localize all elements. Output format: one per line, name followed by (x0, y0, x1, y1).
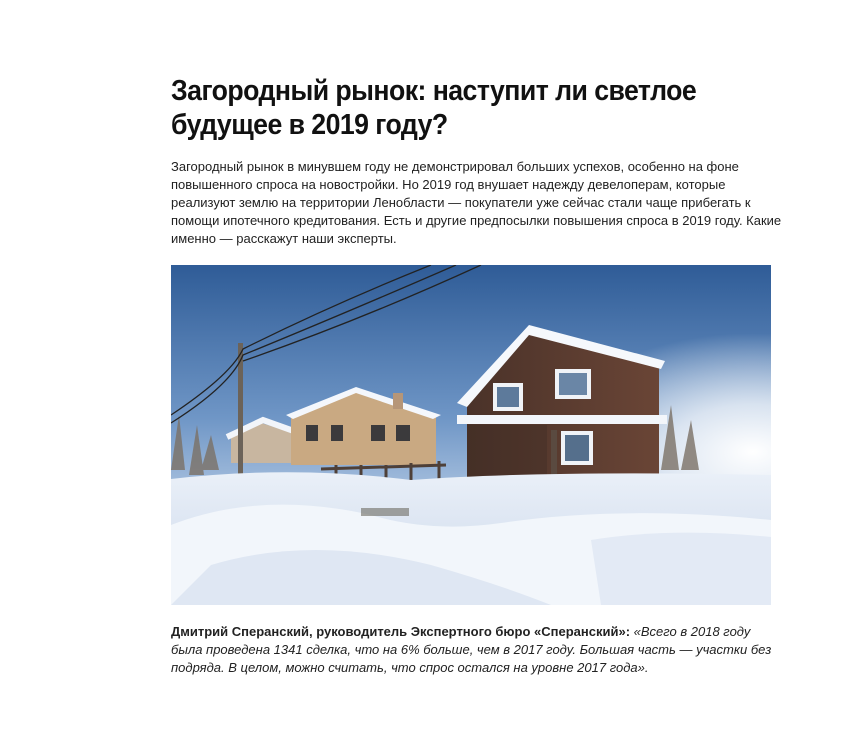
expert-quote (171, 623, 783, 677)
article (171, 74, 783, 677)
winter-house-image (171, 265, 771, 605)
article-lead: Загородный рынок в минувшем году не демонстрировал больших успехов, особенно на фоне повышенного спроса на новостройки. Но 2019 год внушает надежду девелоперам, которые реализуют землю на территории Ленобласти — покупатели уже сейчас стали чаще прибегать к помощи ипотечного кредитования. Есть и другие предпосылки повышения спроса в 2019 году. Какие именно — расскажут наши эксперты. (171, 159, 782, 246)
quote-author: Дмитрий Сперанский, руководитель Экспертного бюро «Сперанский»: (171, 624, 631, 639)
article-photo (171, 265, 771, 605)
quote-text: «Всего в 2018 году была проведена 1341 сделка, что на 6% больше, чем в 2017 году. Большая часть — участки без подряда. В целом, можно считать, что спрос остался на уровне 2017 года». (171, 624, 772, 675)
article-title: Загородный рынок: наступит ли светлое будущее в 2019 году? (171, 75, 697, 141)
